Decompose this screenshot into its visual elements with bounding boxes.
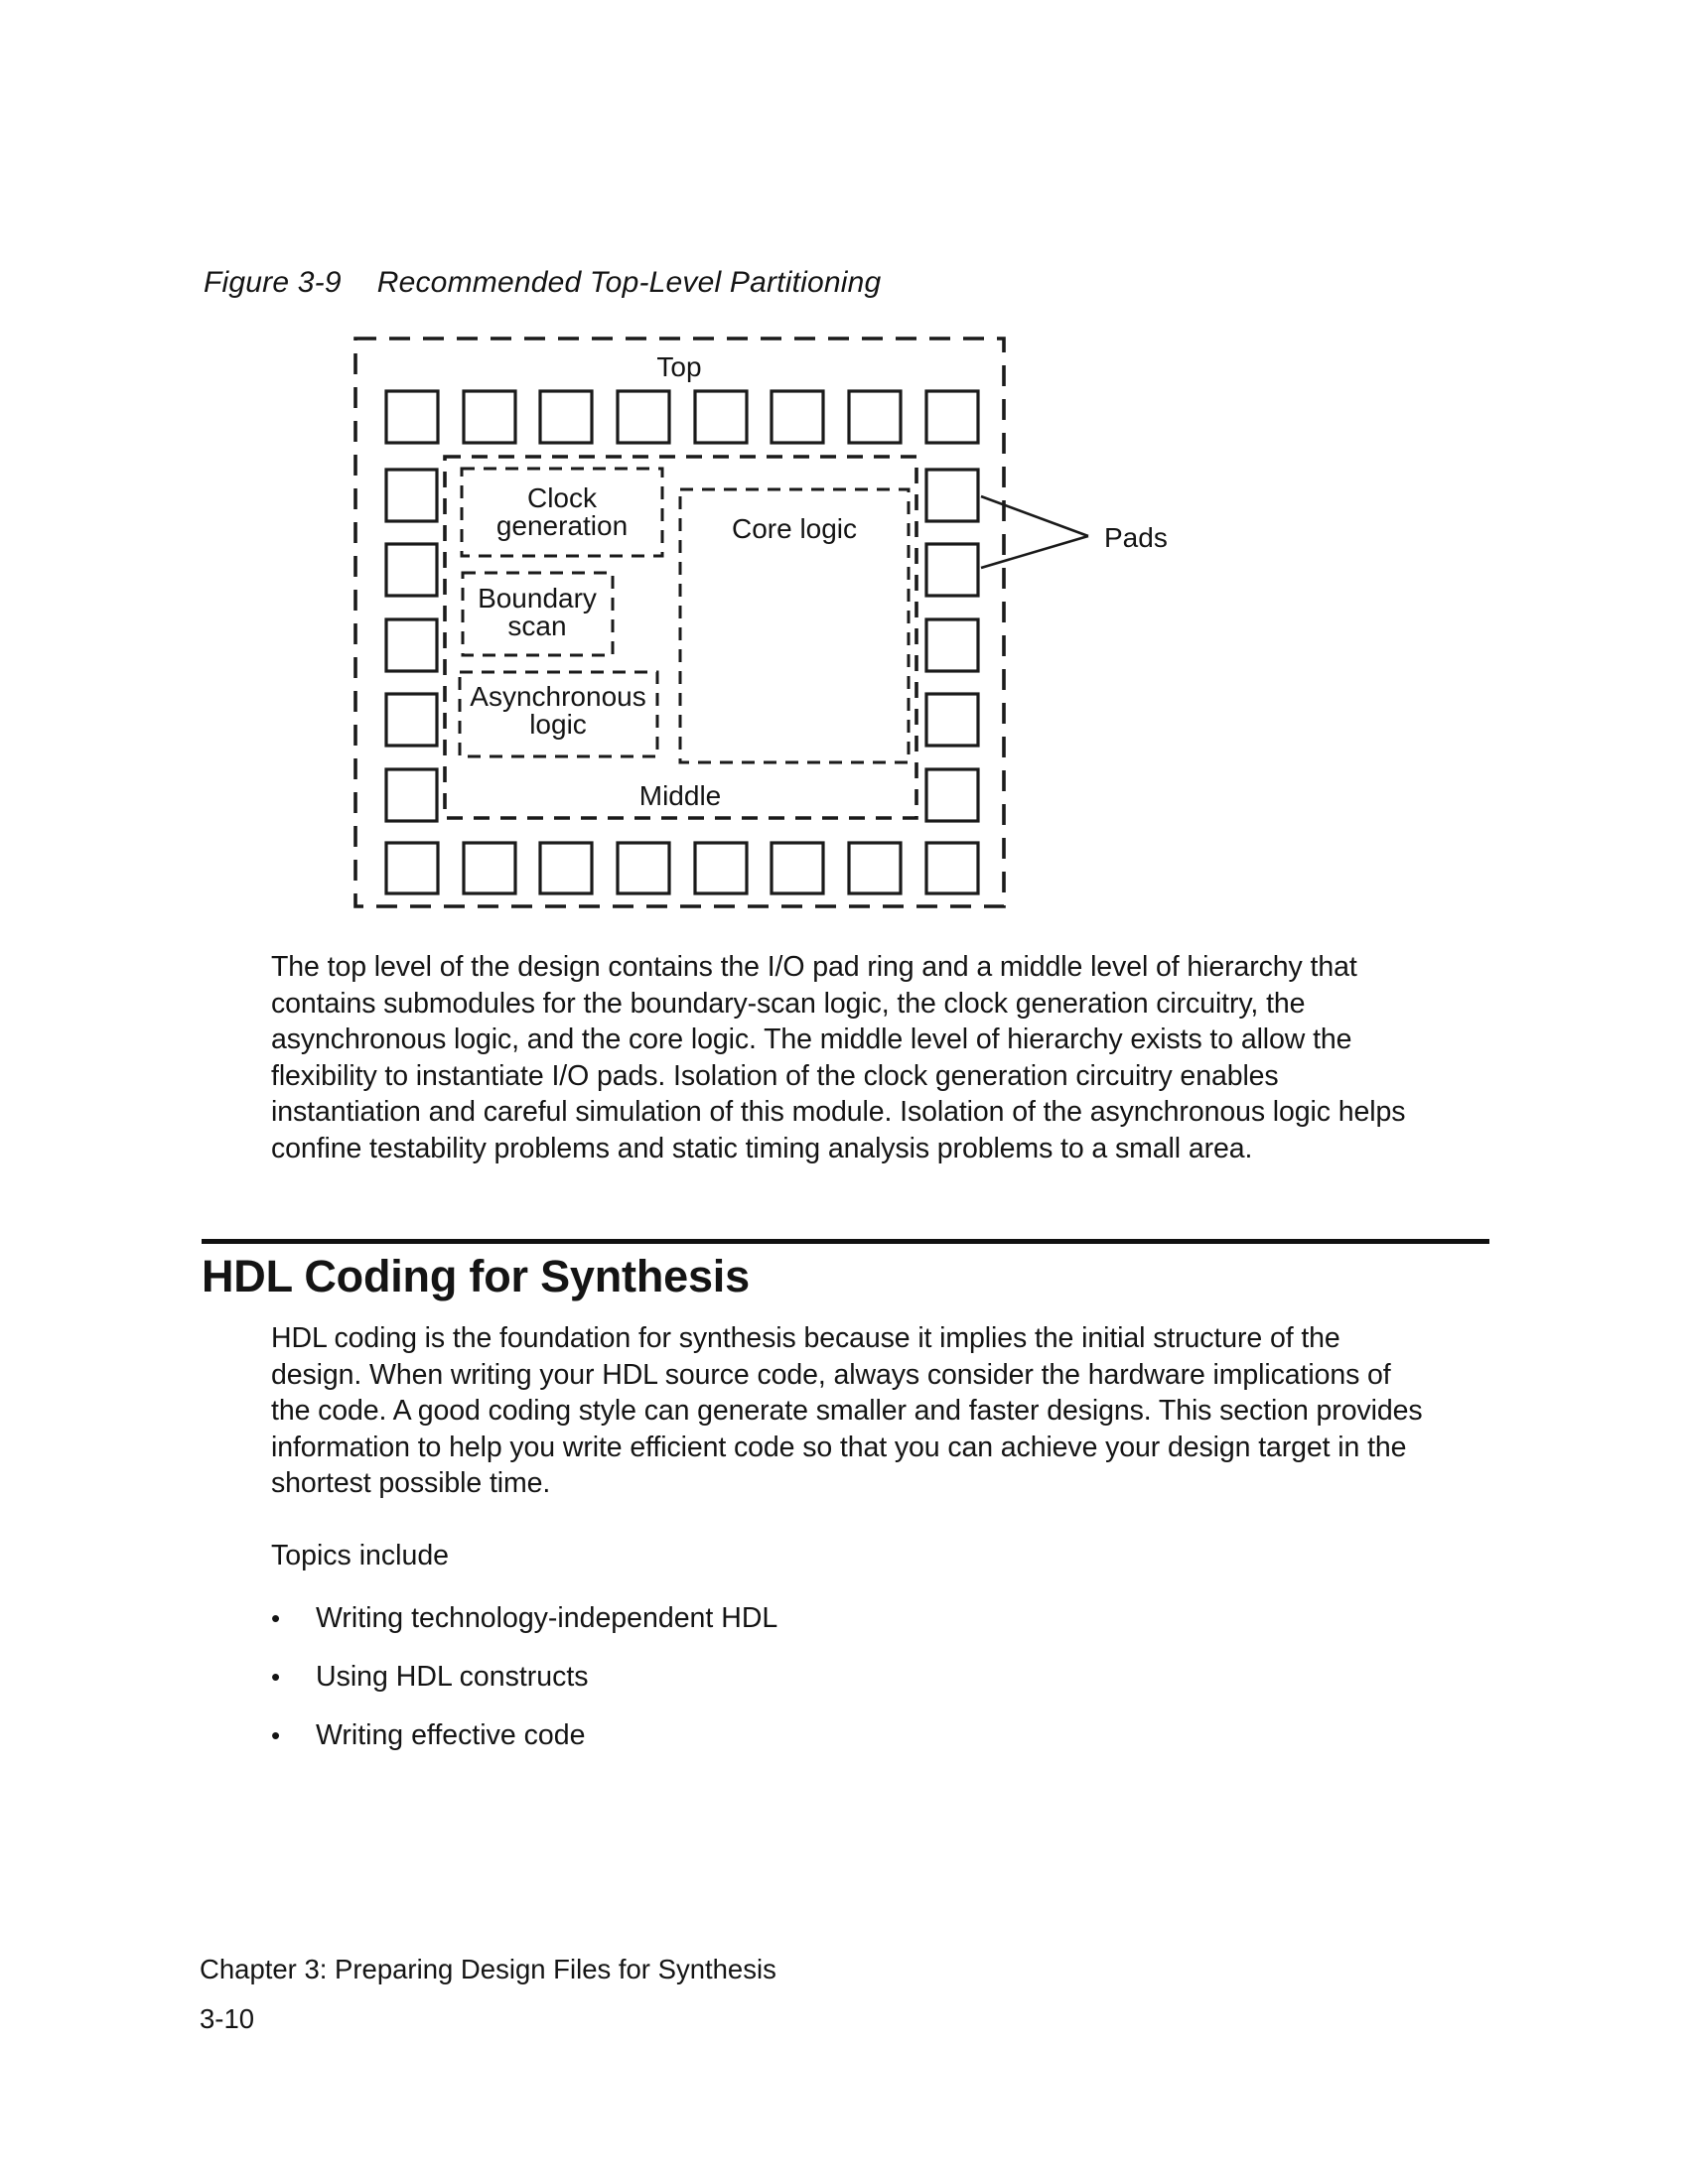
io-pad	[618, 843, 669, 893]
footer-chapter-title: Chapter 3: Preparing Design Files for Synthesis	[200, 1954, 776, 1984]
asynchronous-logic-label-line2: logic	[529, 709, 587, 740]
io-pad	[849, 391, 901, 443]
figure-caption-title: Recommended Top-Level Partitioning	[376, 266, 882, 299]
pad-ring-left-column	[386, 470, 437, 821]
boundary-scan-label-line2: scan	[507, 611, 567, 641]
clock-generation-label-line1: Clock	[526, 482, 598, 513]
footer-page-number: 3-10	[200, 2003, 255, 2034]
io-pad	[926, 619, 978, 671]
list-item-text: Writing technology-independent HDL	[316, 1602, 778, 1634]
bullet-icon: •	[271, 1603, 281, 1633]
io-pad	[618, 391, 669, 443]
io-pad	[772, 843, 823, 893]
pads-label: Pads	[1104, 522, 1168, 553]
io-pad	[386, 544, 437, 596]
paragraph-line: design. When writing your HDL source code, always consider the hardware implications of	[271, 1358, 1391, 1391]
io-pad	[386, 769, 437, 821]
io-pad	[540, 391, 592, 443]
middle-label: Middle	[638, 780, 722, 811]
list-item	[271, 1600, 777, 1636]
top-label: Top	[656, 351, 702, 382]
figure-description-paragraph	[271, 949, 1405, 1166]
figure-caption-label: Figure 3-9	[204, 266, 342, 299]
list-item	[271, 1717, 777, 1753]
paragraph-line: HDL coding is the foundation for synthesis because it implies the initial structure of the	[271, 1322, 1340, 1354]
partitioning-diagram	[328, 328, 1241, 923]
section-rule	[202, 1239, 1489, 1244]
bullet-icon: •	[271, 1720, 281, 1750]
list-item-text: Writing effective code	[316, 1719, 586, 1751]
paragraph-line: shortest possible time.	[271, 1467, 551, 1499]
io-pad	[386, 694, 437, 746]
io-pad	[772, 391, 823, 443]
io-pad	[926, 391, 978, 443]
asynchronous-logic-label-line1: Asynchronous	[470, 681, 646, 712]
io-pad	[926, 544, 978, 596]
figure-caption	[204, 266, 881, 300]
paragraph-line: instantiation and careful simulation of this module. Isolation of the asynchronous logic helps	[271, 1096, 1406, 1128]
core-logic-label: Core logic	[731, 513, 858, 544]
pad-ring-top-row	[386, 391, 978, 443]
io-pad	[464, 391, 515, 443]
paragraph-line: contains submodules for the boundary-scan logic, the clock generation circuitry, the	[271, 987, 1306, 1020]
section-intro-paragraph	[271, 1320, 1422, 1502]
list-item-text: Using HDL constructs	[316, 1661, 589, 1693]
io-pad	[386, 619, 437, 671]
paragraph-line: asynchronous logic, and the core logic. The middle level of hierarchy exists to allow the	[271, 1024, 1352, 1055]
pads-callout-line-upper	[981, 496, 1088, 536]
boundary-scan-label-line1: Boundary	[478, 583, 597, 614]
io-pad	[695, 843, 747, 893]
pads-callout-lines	[981, 496, 1088, 568]
io-pad	[386, 391, 438, 443]
topics-list	[271, 1600, 777, 1776]
paragraph-line: the code. A good coding style can generate smaller and faster designs. This section provides	[271, 1395, 1423, 1427]
io-pad	[926, 470, 978, 521]
io-pad	[540, 843, 592, 893]
io-pad	[386, 843, 438, 893]
topics-label: Topics include	[271, 1540, 450, 1571]
io-pad	[926, 843, 978, 893]
io-pad	[695, 391, 747, 443]
paragraph-line: flexibility to instantiate I/O pads. Isolation of the clock generation circuitry enables	[271, 1059, 1279, 1092]
io-pad	[926, 769, 978, 821]
io-pad	[464, 843, 515, 893]
list-item	[271, 1659, 777, 1695]
pad-ring-bottom-row	[386, 843, 978, 893]
paragraph-line: information to help you write efficient code so that you can achieve your design target in the	[271, 1431, 1407, 1463]
paragraph-line: The top level of the design contains the I/O pad ring and a middle level of hierarchy that	[271, 951, 1357, 983]
bullet-icon: •	[271, 1662, 281, 1692]
pads-callout-line-lower	[981, 536, 1088, 568]
io-pad	[926, 694, 978, 746]
top-level-boundary	[355, 339, 1004, 906]
clock-generation-label-line2: generation	[495, 510, 629, 541]
section-heading: HDL Coding for Synthesis	[202, 1251, 750, 1301]
paragraph-line: confine testability problems and static timing analysis problems to a small area.	[271, 1132, 1253, 1164]
io-pad	[386, 470, 437, 521]
io-pad	[849, 843, 901, 893]
pad-ring-right-column	[926, 470, 978, 821]
